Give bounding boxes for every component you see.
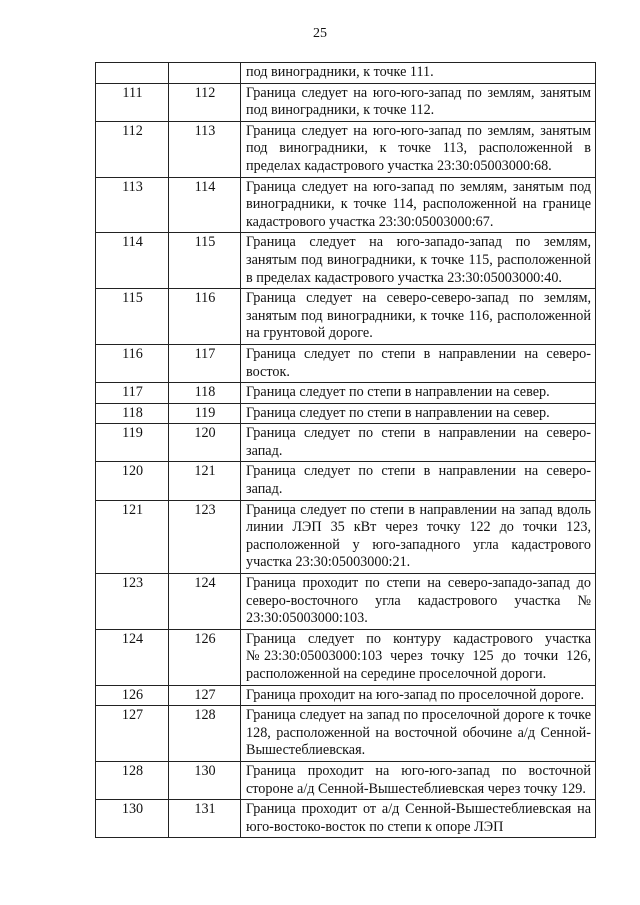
from-point-cell: 130: [96, 800, 169, 838]
to-point-cell: 128: [169, 706, 241, 762]
from-point-cell: 117: [96, 383, 169, 404]
from-point-cell: 112: [96, 121, 169, 177]
to-point-cell: 116: [169, 289, 241, 345]
to-point-cell: 120: [169, 424, 241, 462]
description-cell: Граница следует по степи в направлении на запад вдоль линии ЛЭП 35 кВт через точку 122 до точки 123, расположенной у юго-западного угла кадастрового участка 23:30:05003000:21.: [241, 500, 596, 573]
to-point-cell: 114: [169, 177, 241, 233]
from-point-cell: 113: [96, 177, 169, 233]
from-point-cell: 116: [96, 344, 169, 382]
from-point-cell: 114: [96, 233, 169, 289]
description-cell: Граница проходит на юго-запад по проселочной дороге.: [241, 685, 596, 706]
to-point-cell: 119: [169, 403, 241, 424]
description-cell: Граница следует по степи в направлении на северо-запад.: [241, 424, 596, 462]
description-cell: Граница следует по контуру кадастрового участка №23:30:05003000:103 через точку 125 до точки 126, расположенной на середине проселочной дороги.: [241, 629, 596, 685]
from-point-cell: 128: [96, 761, 169, 799]
from-point-cell: 115: [96, 289, 169, 345]
from-point-cell: 111: [96, 83, 169, 121]
to-point-cell: 118: [169, 383, 241, 404]
to-point-cell: 113: [169, 121, 241, 177]
to-point-cell: 112: [169, 83, 241, 121]
from-point-cell: 118: [96, 403, 169, 424]
to-point-cell: 121: [169, 462, 241, 500]
table-row: [96, 83, 596, 121]
table-row: [96, 424, 596, 462]
to-point-cell: 115: [169, 233, 241, 289]
table-row: [96, 761, 596, 799]
to-point-cell: 124: [169, 574, 241, 630]
from-point-cell: 121: [96, 500, 169, 573]
description-cell: Граница следует по степи в направлении на север.: [241, 383, 596, 404]
from-point-cell: 126: [96, 685, 169, 706]
description-cell: Граница следует на юго-запад по землям, занятым под виноградники, к точке 114, расположенной на границе кадастрового участка 23:30:05003000:67.: [241, 177, 596, 233]
description-cell: Граница проходит по степи на северо-западо-запад до северо-восточного угла кадастрового участка № 23:30:05003000:103.: [241, 574, 596, 630]
table-row: [96, 685, 596, 706]
table-row: [96, 233, 596, 289]
table-row: [96, 800, 596, 838]
from-point-cell: 120: [96, 462, 169, 500]
from-point-cell: [96, 63, 169, 84]
to-point-cell: 131: [169, 800, 241, 838]
table-row: [96, 289, 596, 345]
table-row: [96, 500, 596, 573]
description-cell: Граница следует на юго-юго-запад по землям, занятым под виноградники, к точке 113, расположенной в пределах кадастрового участка 23:30:05003000:68.: [241, 121, 596, 177]
table-row: [96, 177, 596, 233]
table-row: [96, 121, 596, 177]
table-row: [96, 629, 596, 685]
description-cell: Граница проходит от а/д Сенной-Вышестеблиевская на юго-востоко-восток по степи к опоре ЛЭП: [241, 800, 596, 838]
boundary-points-table: [95, 62, 596, 838]
from-point-cell: 127: [96, 706, 169, 762]
table-row: [96, 706, 596, 762]
from-point-cell: 123: [96, 574, 169, 630]
table-row: [96, 63, 596, 84]
description-cell: Граница следует по степи в направлении на север.: [241, 403, 596, 424]
description-cell: Граница следует на юго-юго-запад по землям, занятым под виноградники, к точке 112.: [241, 83, 596, 121]
from-point-cell: 119: [96, 424, 169, 462]
description-cell: под виноградники, к точке 111.: [241, 63, 596, 84]
to-point-cell: 117: [169, 344, 241, 382]
to-point-cell: [169, 63, 241, 84]
to-point-cell: 127: [169, 685, 241, 706]
to-point-cell: 123: [169, 500, 241, 573]
to-point-cell: 126: [169, 629, 241, 685]
table-row: [96, 344, 596, 382]
description-cell: Граница следует на юго-западо-запад по землям, занятым под виноградники, к точке 115, расположенной в пределах кадастрового участка 23:30:05003000:40.: [241, 233, 596, 289]
description-cell: Граница проходит на юго-юго-запад по восточной стороне а/д Сенной-Вышестеблиевская через точку 129.: [241, 761, 596, 799]
page-number: 25: [313, 26, 327, 41]
description-cell: Граница следует по степи в направлении на северо-восток.: [241, 344, 596, 382]
description-cell: Граница следует на запад по проселочной дороге к точке 128, расположенной на восточной обочине а/д Сенной-Вышестеблиевская.: [241, 706, 596, 762]
table-row: [96, 462, 596, 500]
table-row: [96, 574, 596, 630]
description-cell: Граница следует по степи в направлении на северо-запад.: [241, 462, 596, 500]
description-cell: Граница следует на северо-северо-запад по землям, занятым под виноградники, к точке 116, расположенной на грунтовой дороге.: [241, 289, 596, 345]
to-point-cell: 130: [169, 761, 241, 799]
table-row: [96, 403, 596, 424]
table-row: [96, 383, 596, 404]
from-point-cell: 124: [96, 629, 169, 685]
